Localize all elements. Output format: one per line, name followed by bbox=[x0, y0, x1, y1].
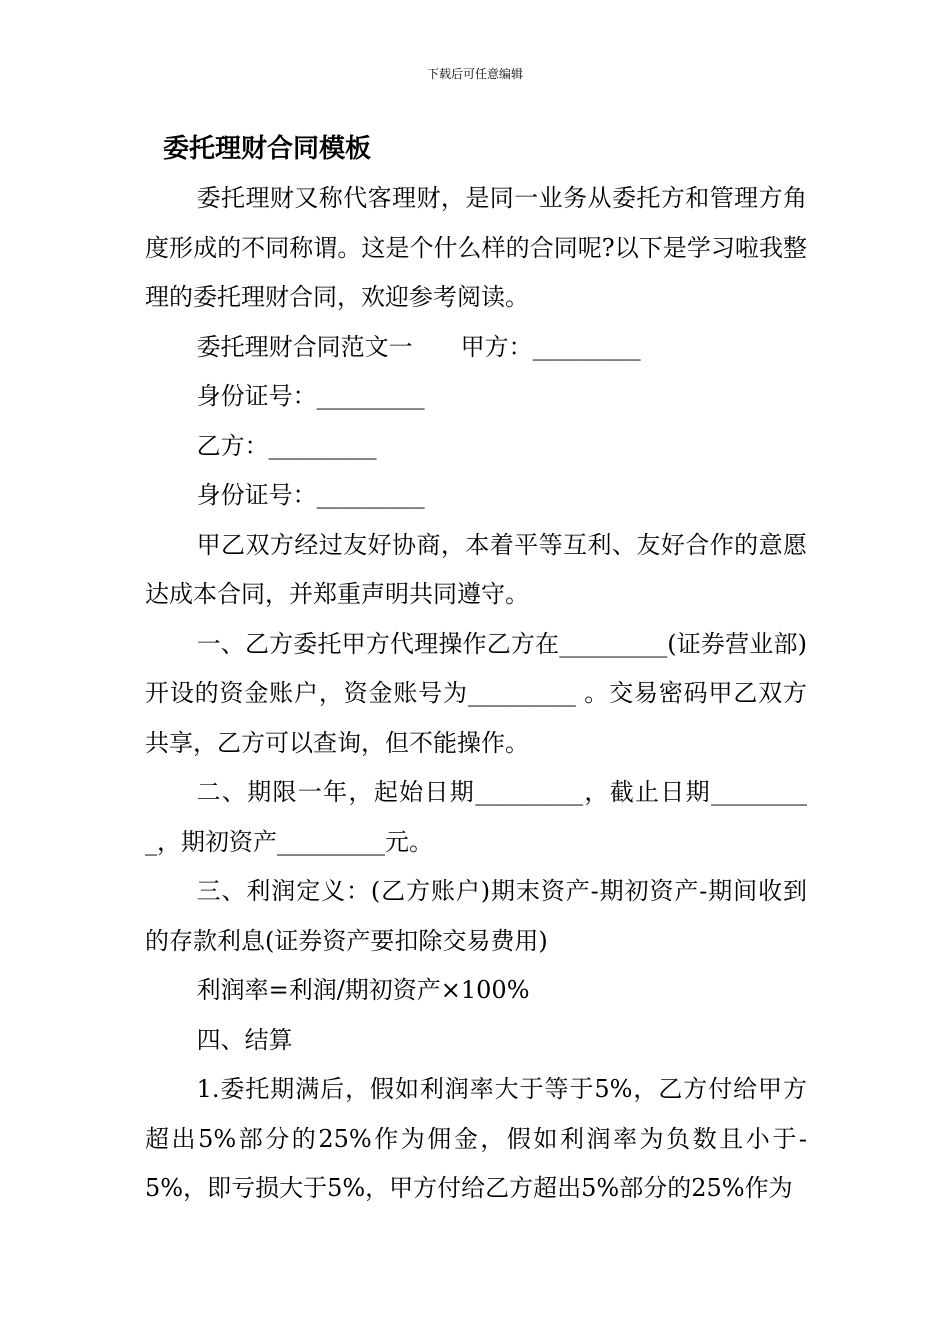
intro-paragraph: 委托理财又称代客理财，是同一业务从委托方和管理方角度形成的不同称谓。这是个什么样的合同呢?以下是学习啦我整理的委托理财合同，欢迎参考阅读。 bbox=[145, 184, 807, 311]
clause-4-heading: 四、结算 bbox=[196, 1025, 293, 1054]
sample-heading-party-a: 委托理财合同范文一 甲方：_________ bbox=[196, 332, 641, 361]
profit-rate-formula: 利润率=利润/期初资产×100% bbox=[196, 976, 530, 1004]
document-body bbox=[145, 174, 807, 1214]
page-header: 下载后可任意编辑 bbox=[426, 67, 523, 81]
party-b-line: 乙方：_________ bbox=[196, 431, 377, 460]
clause-4-item-1: 1.委托期满后，假如利润率大于等于5%，乙方付给甲方超出5%部分的25%作为佣金，假如利润率为负数且小于-5%，即亏损大于5%，甲方付给乙方超出5%部分的25%作为 bbox=[145, 1075, 807, 1202]
document-title: 委托理财合同模板 bbox=[163, 134, 372, 164]
party-a-id-line: 身份证号：_________ bbox=[196, 382, 425, 410]
clause-2: 二、期限一年，起始日期_________，截止日期_________，期初资产_________元。 bbox=[145, 778, 807, 856]
clause-1: 一、乙方委托甲方代理操作乙方在_________(证券营业部)开设的资金账户，资金账号为_________ 。交易密码甲乙双方共享，乙方可以查询，但不能操作。 bbox=[145, 629, 807, 757]
clause-3: 三、利润定义：(乙方账户)期末资产-期初资产-期间收到的存款利息(证券资产要扣除交易费用) bbox=[145, 877, 807, 955]
party-b-id-line: 身份证号：_________ bbox=[196, 481, 425, 509]
agreement-paragraph: 甲乙双方经过友好协商，本着平等互利、友好合作的意愿达成本合同，并郑重声明共同遵守。 bbox=[145, 530, 807, 608]
